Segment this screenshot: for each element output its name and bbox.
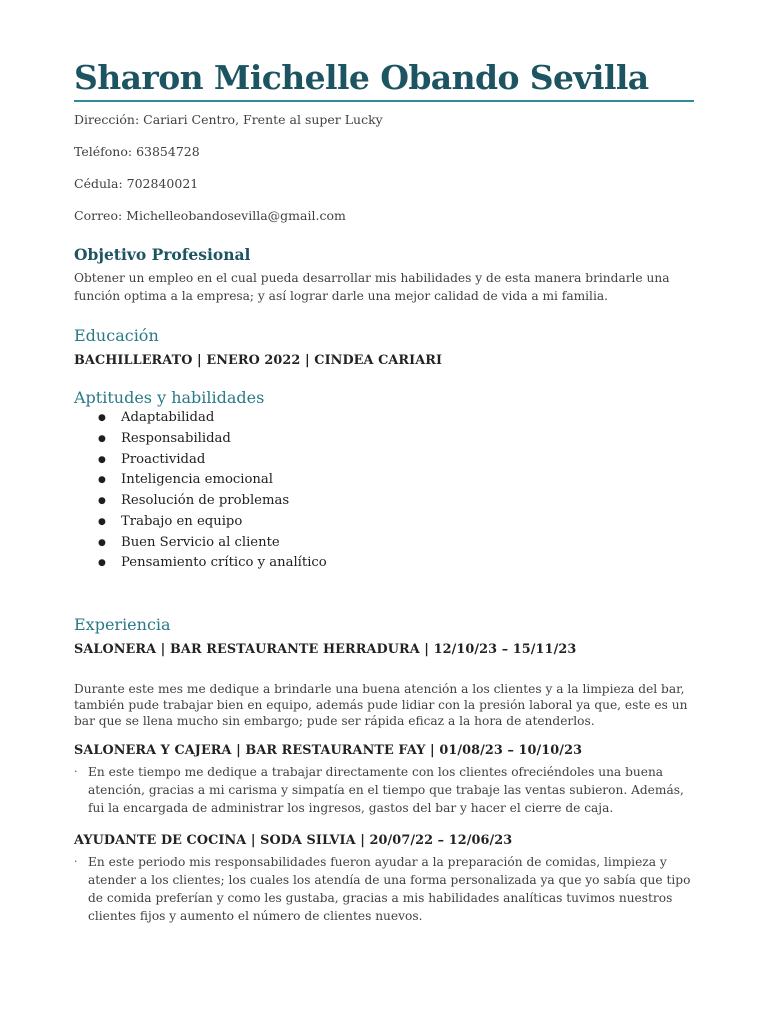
objective-heading: Objetivo Profesional: [74, 245, 251, 265]
job-description: Durante este mes me dedique a brindarle una buena atención a los clientes y a la limpieza del bar, también pude trabajar bien en equipo, además pude lidiar con la presión laboral ya que, este es un bar que se llena mucho sin embargo; pude ser rápida eficaz a la hora de atenderlos.: [74, 681, 688, 728]
contact-phone: Teléfono: 63854728: [74, 144, 200, 160]
objective-text: Obtener un empleo en el cual pueda desarrollar mis habilidades y de esta manera brindarle una función optima a la empresa; y así lograr darle una mejor calidad de vida a mi familia.: [74, 271, 670, 304]
education-heading: Educación: [74, 326, 159, 346]
job-description: En este tiempo me dedique a trabajar directamente con los clientes ofreciéndoles una buena atención, gracias a mi carisma y simpatía en el tiempo que trabaje las ventas subieron. Además, fui la encargada de administrar los ingresos, gastos del bar y hacer el cierre de caja.: [88, 764, 684, 815]
list-item: ● Responsabilidad: [74, 429, 694, 450]
candidate-name: Sharon Michelle Obando Sevilla: [74, 60, 694, 102]
contact-address: Dirección: Cariari Centro, Frente al super Lucky: [74, 112, 383, 128]
job-bullet: [74, 853, 694, 925]
list-item: ● Inteligencia emocional: [74, 470, 694, 491]
bullet-dot: ·: [74, 854, 78, 868]
job-bullet: [74, 763, 694, 817]
job-title: SALONERA Y CAJERA | BAR RESTAURANTE FAY | 01/08/23 – 10/10/23: [74, 742, 583, 758]
experience-heading: Experiencia: [74, 614, 171, 634]
list-item: ● Pensamiento crítico y analítico: [74, 553, 694, 574]
list-item: ● Buen Servicio al cliente: [74, 533, 694, 554]
resume-page: [74, 60, 694, 925]
education-entry: BACHILLERATO | ENERO 2022 | CINDEA CARIARI: [74, 353, 443, 369]
skills-heading: Aptitudes y habilidades: [74, 388, 265, 408]
bullet-dot: ·: [74, 764, 78, 778]
list-item: ● Adaptabilidad: [74, 408, 694, 429]
contact-id: Cédula: 702840021: [74, 176, 199, 192]
list-item: ● Resolución de problemas: [74, 491, 694, 512]
job-title: SALONERA | BAR RESTAURANTE HERRADURA | 12/10/23 – 15/11/23: [74, 641, 577, 657]
contact-email: Correo: Michelleobandosevilla@gmail.com: [74, 208, 346, 224]
list-item: ● Trabajo en equipo: [74, 512, 694, 533]
job-description: En este periodo mis responsabilidades fueron ayudar a la preparación de comidas, limpieza y atender a los clientes; los cuales los atendía de una forma personalizada ya que yo sabía que tipo de comida preferían y como les gustaba, gracias a mis habilidades analíticas tuvimos nuestros clientes fijos y aumento el número de clientes nuevos.: [88, 854, 691, 923]
job-title: AYUDANTE DE COCINA | SODA SILVIA | 20/07/22 – 12/06/23: [74, 832, 513, 848]
skills-list: [74, 408, 694, 574]
list-item: ● Proactividad: [74, 450, 694, 471]
